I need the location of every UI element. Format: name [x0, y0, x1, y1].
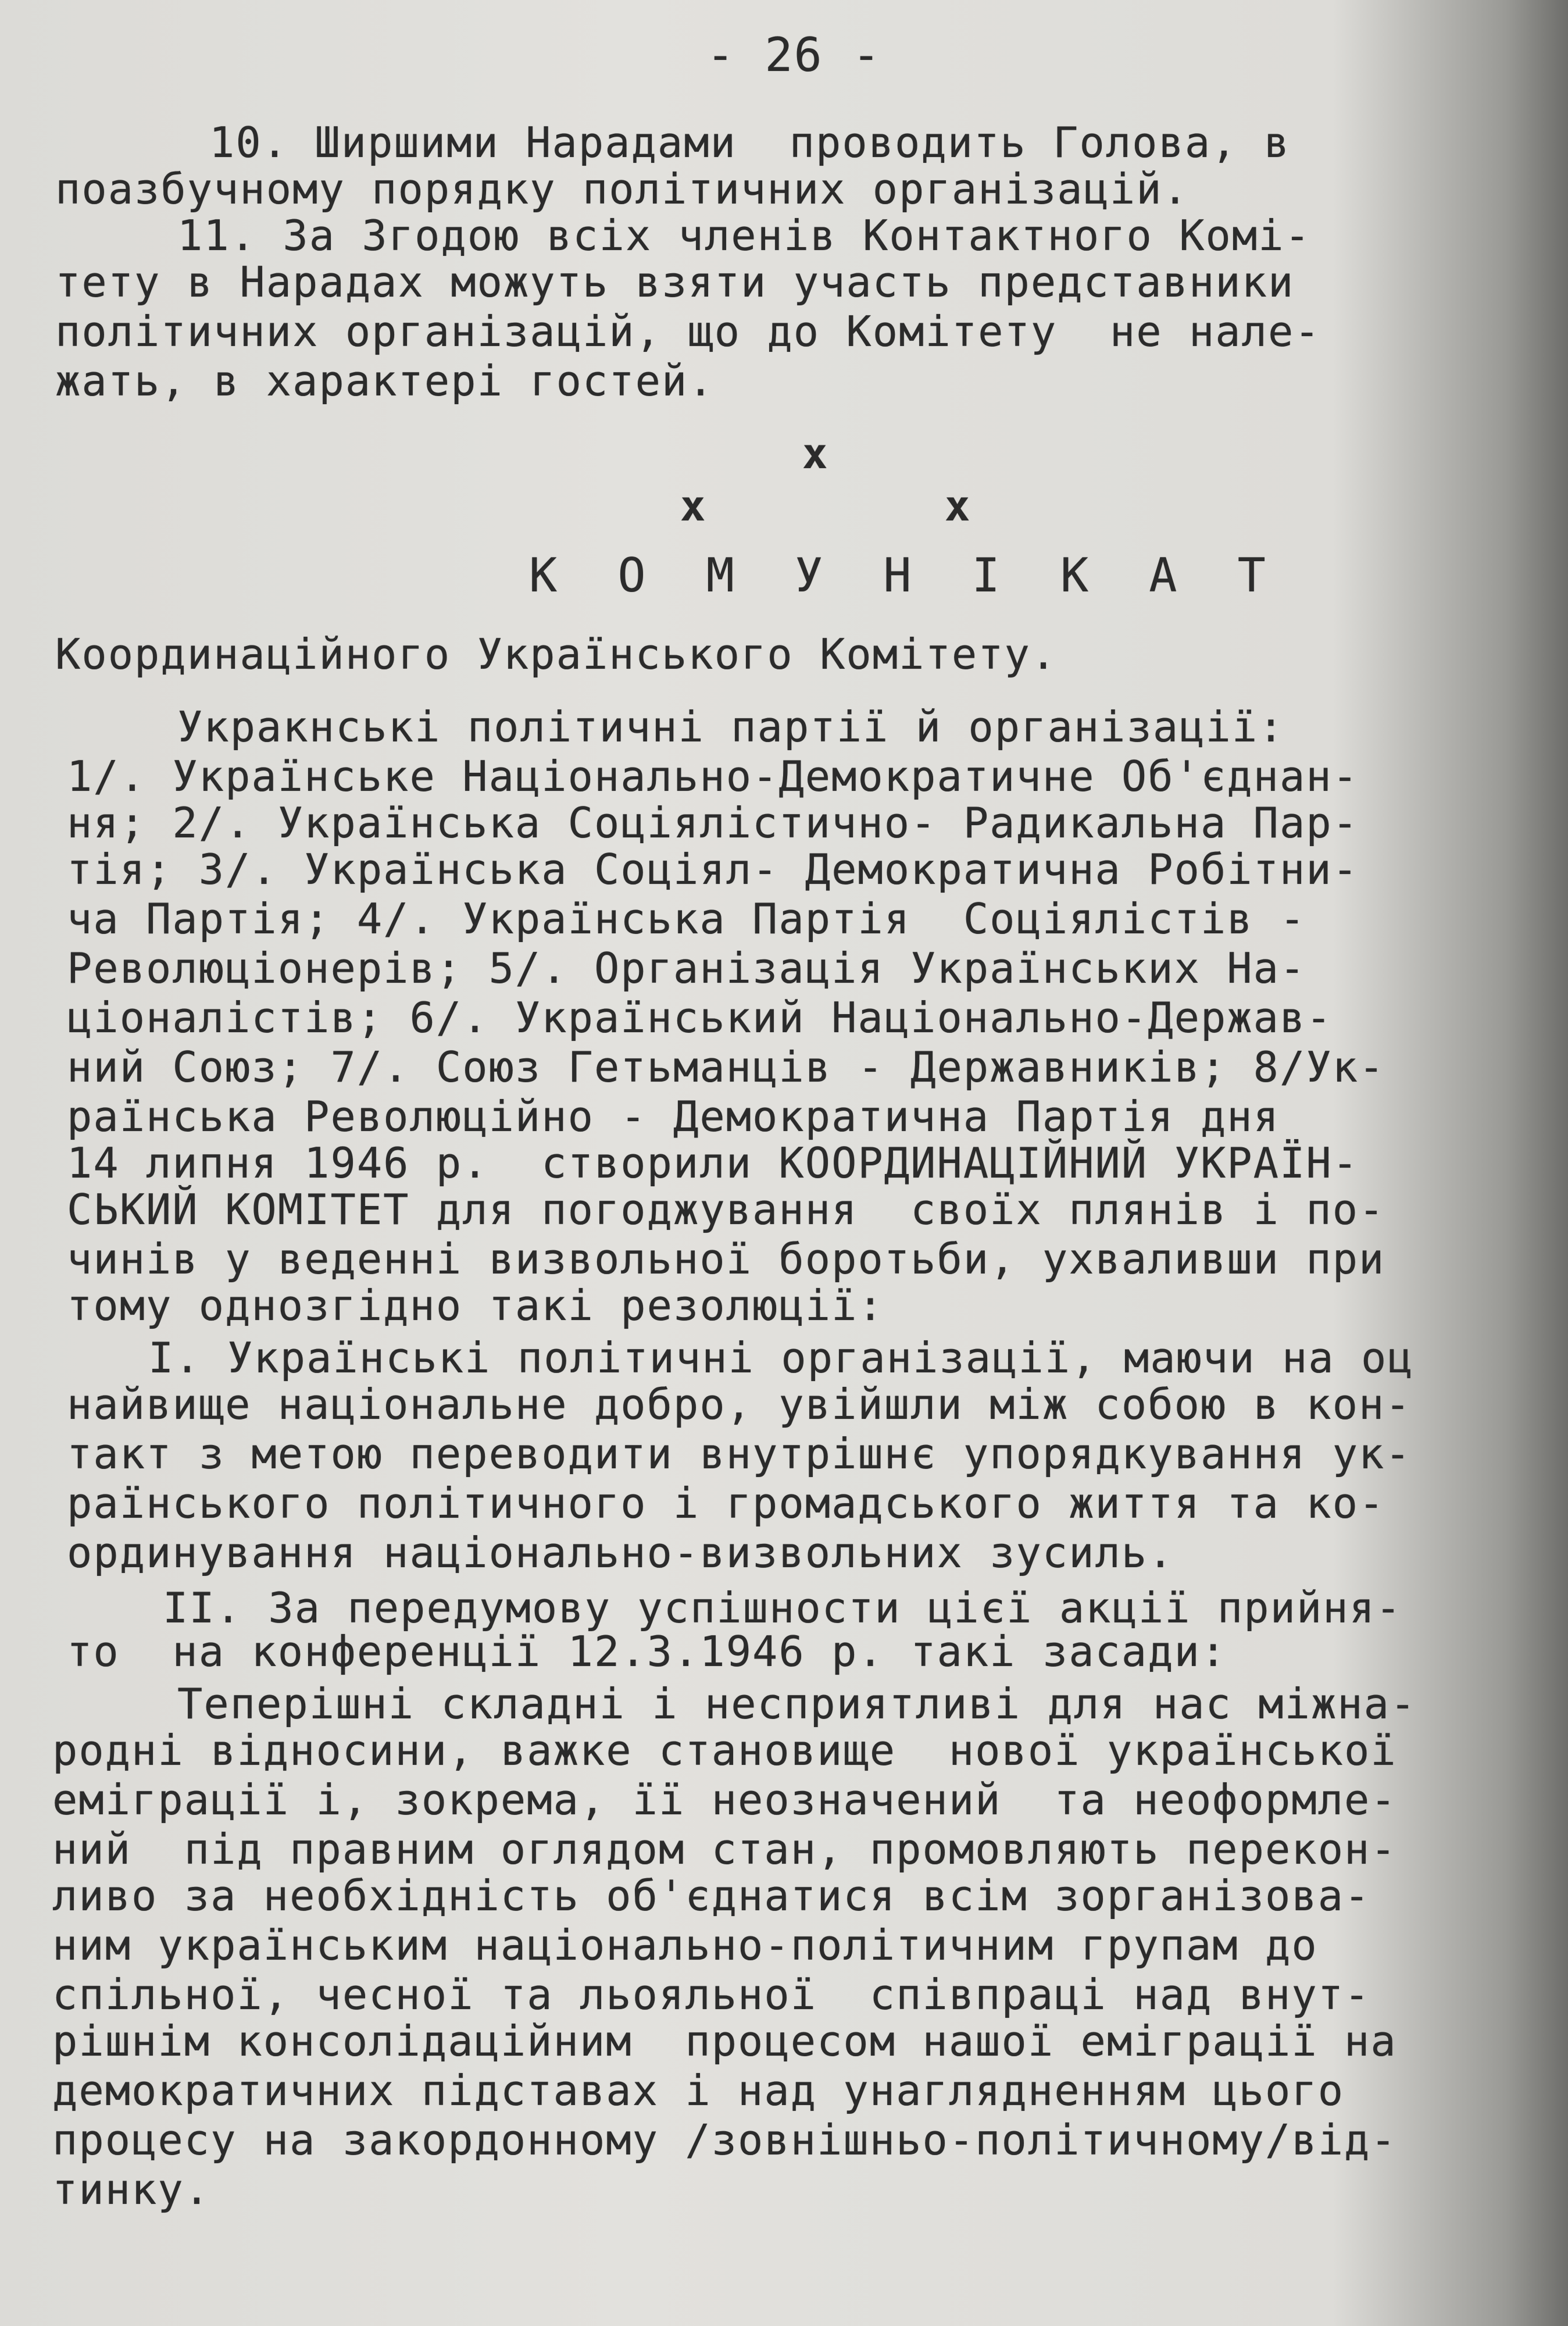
- text-line: поазбучному порядку політичних організацій.: [55, 165, 1189, 213]
- text-line: родні відносини, важке становище нової української: [52, 1726, 1397, 1775]
- text-line: Теперішні складні і несприятливі для нас міжна-: [177, 1679, 1417, 1728]
- text-line: то на конференції 12.3.1946 р. такі засади:: [67, 1627, 1227, 1676]
- separator-mark: x: [802, 429, 829, 478]
- text-line: Революціонерів; 5/. Організація Українських На-: [67, 944, 1306, 993]
- text-line: ливо за необхідність об'єднатися всім зорганізова-: [52, 1871, 1371, 1920]
- heading: К О М У Н І К А Т: [529, 548, 1282, 602]
- text-line: ціоналістів; 6/. Український Національно-Держав-: [67, 993, 1333, 1042]
- text-line: жать, в характері гостей.: [55, 356, 715, 405]
- text-line: Укракнські політичні партії й організації:: [177, 702, 1285, 751]
- text-line: еміграції і, зокрема, її неозначений та неоформле-: [52, 1775, 1397, 1824]
- text-line: рішнім консолідаційним процесом нашої еміграції на: [52, 2017, 1397, 2065]
- text-line: ча Партія; 4/. Українська Партія Соціялістів -: [67, 894, 1306, 943]
- text-line: ня; 2/. Українська Соціялістично- Радикальна Пар-: [67, 798, 1359, 847]
- text-line: 1/. Українське Національно-Демократичне Об'єднан-: [67, 752, 1359, 801]
- text-line: раїнського політичного і громадського життя та ко-: [67, 1479, 1385, 1528]
- text-line: 10. Ширшими Нарадами проводить Голова, в: [209, 118, 1291, 167]
- separator-mark: x: [680, 481, 707, 530]
- text-line: 14 липня 1946 р. створили КООРДИНАЦІЙНИЙ УКРАЇН-: [67, 1139, 1359, 1187]
- text-line: І. Українські політичні організації, маючи на оц: [148, 1333, 1414, 1382]
- text-line: ним українським національно-політичним групам до: [52, 1921, 1318, 1970]
- text-line: політичних організацій, що до Комітету не нале-: [55, 307, 1321, 356]
- text-line: ІІ. За передумову успішности цієї акції прийня-: [163, 1583, 1402, 1632]
- subheading: Координаційного Українського Комітету.: [55, 630, 1058, 679]
- separator-mark: x: [945, 481, 971, 530]
- text-line: СЬКИЙ КОМІТЕТ для погоджування своїх плянів і по-: [67, 1185, 1385, 1234]
- text-line: найвище національне добро, увійшли між собою в кон-: [67, 1380, 1412, 1429]
- page-number: - 26 -: [706, 28, 881, 82]
- text-line: ний під правним оглядом стан, промовляють перекон-: [52, 1825, 1397, 1874]
- text-line: тинку.: [52, 2165, 211, 2214]
- text-line: 11. За Згодою всіх членів Контактного Комі-: [177, 211, 1311, 260]
- text-line: тія; 3/. Українська Соціял- Демократична Робітни-: [67, 845, 1359, 894]
- text-line: спільної, чесної та льояльної співпраці над внут-: [52, 1970, 1371, 2019]
- text-line: такт з метою переводити внутрішнє упорядкування ук-: [67, 1429, 1412, 1478]
- text-line: демократичних підставах і над унаглядненням цього: [52, 2066, 1345, 2115]
- text-line: тету в Нарадах можуть взяти участь представники: [55, 258, 1295, 306]
- text-line: раїнська Революційно - Демократична Партія дня: [67, 1092, 1280, 1141]
- text-line: процесу на закордонному /зовнішньо-політичному/від-: [52, 2115, 1397, 2164]
- text-line: ний Союз; 7/. Союз Гетьманців - Державників; 8/Ук-: [67, 1043, 1385, 1091]
- text-line: ординування національно-визвольних зусиль.: [67, 1528, 1174, 1577]
- text-line: чинів у веденні визвольної боротьби, ухваливши при: [67, 1235, 1385, 1283]
- text-line: тому однозгідно такі резолюції:: [67, 1281, 884, 1330]
